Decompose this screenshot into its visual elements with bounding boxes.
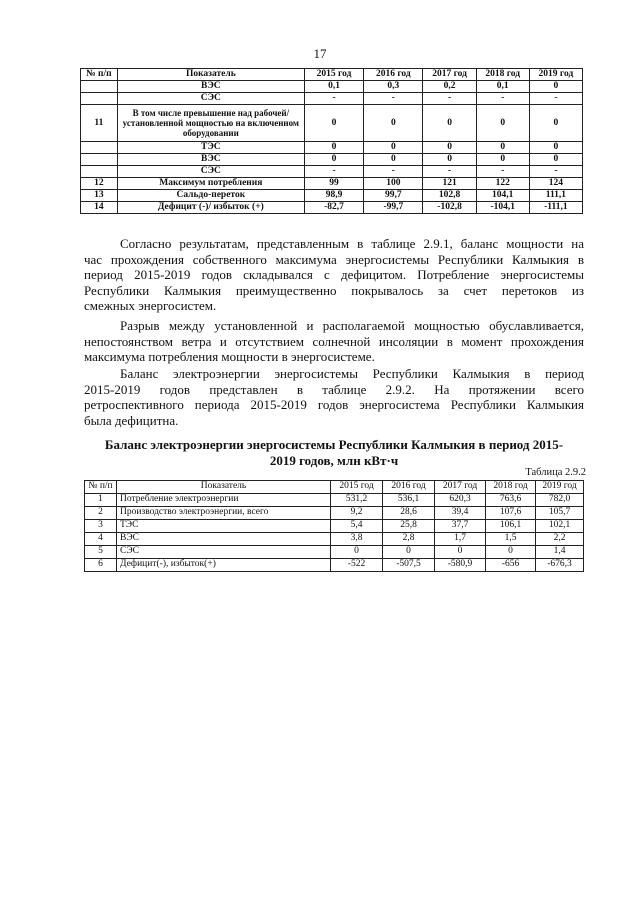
value-cell: -580,9: [435, 559, 486, 572]
row-number: 6: [85, 559, 117, 572]
table-header-row: [81, 69, 583, 81]
value-cell: 121: [423, 178, 476, 190]
value-cell: 0: [331, 546, 383, 559]
page-number: 17: [313, 46, 327, 61]
header-cell: № п/п: [85, 481, 117, 494]
value-cell: 0: [476, 142, 529, 154]
header-cell: 2017 год: [435, 481, 486, 494]
value-cell: 25,8: [383, 520, 435, 533]
value-cell: 782,0: [536, 494, 584, 507]
table-title-line: 2019 годов, млн кВт·ч: [269, 452, 399, 468]
value-cell: 37,7: [435, 520, 486, 533]
value-cell: 0: [529, 142, 582, 154]
header-cell: Показатель: [117, 69, 304, 81]
indicator-name: Максимум потребления: [117, 178, 304, 190]
table-label: Таблица 2.9.2: [525, 467, 586, 478]
indicator-name: В том числе превышение над рабочей/установленной мощностью на включенном оборудовании: [117, 105, 304, 142]
value-cell: 98,9: [304, 190, 363, 202]
header-cell: 2019 год: [536, 481, 584, 494]
row-number: 2: [85, 507, 117, 520]
value-cell: 3,8: [331, 533, 383, 546]
value-cell: -111,1: [529, 202, 582, 214]
paragraph-energy-balance: [84, 366, 584, 428]
header-cell: 2015 год: [331, 481, 383, 494]
table-title-line: Баланс электроэнергии энергосистемы Республики Калмыкия в период 2015-: [104, 437, 564, 452]
value-cell: 0,1: [476, 81, 529, 93]
power-balance-table: [80, 68, 583, 214]
table-row: [85, 546, 584, 559]
header-cell: 2018 год: [476, 69, 529, 81]
value-cell: 1,7: [435, 533, 486, 546]
table-row: [81, 93, 583, 105]
row-number: 11: [81, 105, 118, 142]
indicator-name: Производство электроэнергии, всего: [117, 507, 331, 520]
value-cell: -: [364, 93, 423, 105]
value-cell: 763,6: [486, 494, 536, 507]
row-number: 4: [85, 533, 117, 546]
row-number: 12: [81, 178, 118, 190]
table-row: [81, 81, 583, 93]
table-row: [81, 178, 583, 190]
value-cell: 0: [529, 105, 582, 142]
paragraph-line: 2015-2019 годов представлен в таблице 2.9.2. На протяжении всего: [84, 381, 584, 397]
value-cell: -: [529, 166, 582, 178]
value-cell: -: [364, 166, 423, 178]
energy-balance-table: [84, 480, 584, 572]
table-row: [81, 166, 583, 178]
header-cell: Показатель: [117, 481, 331, 494]
indicator-name: Потребление электроэнергии: [117, 494, 331, 507]
value-cell: -: [476, 166, 529, 178]
paragraph-capacity-gap: [84, 318, 584, 365]
paragraph-line: Республики Калмыкия преимущественно покрывалось за счет перетоков из: [84, 282, 584, 298]
row-number: 14: [81, 202, 118, 214]
value-cell: -507,5: [383, 559, 435, 572]
value-cell: 5,4: [331, 520, 383, 533]
indicator-name: Сальдо-переток: [117, 190, 304, 202]
value-cell: 620,3: [435, 494, 486, 507]
value-cell: 1,4: [536, 546, 584, 559]
value-cell: -102,8: [423, 202, 476, 214]
value-cell: 0: [423, 142, 476, 154]
indicator-name: ВЭС: [117, 81, 304, 93]
value-cell: 100: [364, 178, 423, 190]
value-cell: -82,7: [304, 202, 363, 214]
value-cell: 28,6: [383, 507, 435, 520]
indicator-name: Дефицит(-), избыток(+): [117, 559, 331, 572]
value-cell: 107,6: [486, 507, 536, 520]
row-number: [81, 142, 118, 154]
row-number: [81, 93, 118, 105]
paragraph-line: непостоянством ветра и отсутствием солнечной инсоляции в момент прохождения: [84, 333, 584, 349]
value-cell: 111,1: [529, 190, 582, 202]
table-row: [85, 520, 584, 533]
value-cell: 0: [476, 105, 529, 142]
header-cell: 2018 год: [486, 481, 536, 494]
value-cell: 0: [529, 81, 582, 93]
paragraph-line: Баланс электроэнергии энергосистемы Республики Калмыкия в период: [120, 366, 584, 381]
paragraph-line: ретроспективного периода 2015-2019 годов энергосистема Республики Калмыкия: [84, 397, 584, 412]
value-cell: -676,3: [536, 559, 584, 572]
value-cell: 0: [423, 105, 476, 142]
header-cell: 2016 год: [383, 481, 435, 494]
indicator-name: ТЭС: [117, 142, 304, 154]
value-cell: 0: [529, 154, 582, 166]
table-row: [85, 494, 584, 507]
value-cell: 0: [435, 546, 486, 559]
indicator-name: СЭС: [117, 546, 331, 559]
value-cell: 0,1: [304, 81, 363, 93]
value-cell: -: [423, 166, 476, 178]
value-cell: 124: [529, 178, 582, 190]
paragraph-line: период 2015-2019 годов складывался с дефицитом. Потребление энергосистемы: [84, 267, 584, 282]
value-cell: 122: [476, 178, 529, 190]
row-number: 3: [85, 520, 117, 533]
value-cell: 531,2: [331, 494, 383, 507]
value-cell: 0: [486, 546, 536, 559]
paragraph-line: максимума потребления мощности в энергосистеме.: [84, 349, 375, 364]
row-number: [81, 154, 118, 166]
value-cell: -: [423, 93, 476, 105]
value-cell: 9,2: [331, 507, 383, 520]
table-row: [81, 142, 583, 154]
value-cell: 0: [364, 154, 423, 166]
value-cell: 102,1: [536, 520, 584, 533]
paragraph-line: час прохождения собственного максимума энергосистемы Республики Калмыкия в: [84, 251, 584, 267]
table-title: [84, 437, 584, 468]
value-cell: 105,7: [536, 507, 584, 520]
value-cell: 2,2: [536, 533, 584, 546]
value-cell: 102,8: [423, 190, 476, 202]
table-row: [85, 559, 584, 572]
value-cell: -: [529, 93, 582, 105]
value-cell: 0: [476, 154, 529, 166]
value-cell: -522: [331, 559, 383, 572]
indicator-name: СЭС: [117, 166, 304, 178]
row-number: 1: [85, 494, 117, 507]
row-number: [81, 81, 118, 93]
table-row: [81, 202, 583, 214]
value-cell: 0: [364, 105, 423, 142]
header-cell: 2016 год: [364, 69, 423, 81]
table-row: [85, 507, 584, 520]
value-cell: 0: [304, 142, 363, 154]
value-cell: 0: [304, 154, 363, 166]
value-cell: 0,3: [364, 81, 423, 93]
value-cell: 2,8: [383, 533, 435, 546]
value-cell: 99,7: [364, 190, 423, 202]
indicator-name: Дефицит (-)/ избыток (+): [117, 202, 304, 214]
paragraph-power-deficit: [84, 236, 584, 314]
table-row: [85, 533, 584, 546]
value-cell: -656: [486, 559, 536, 572]
header-cell: 2017 год: [423, 69, 476, 81]
table-header-row: [85, 481, 584, 494]
paragraph-line: была дефицитна.: [84, 412, 179, 428]
value-cell: 99: [304, 178, 363, 190]
value-cell: 0: [383, 546, 435, 559]
value-cell: 0,2: [423, 81, 476, 93]
value-cell: 536,1: [383, 494, 435, 507]
value-cell: 106,1: [486, 520, 536, 533]
value-cell: -99,7: [364, 202, 423, 214]
indicator-name: ТЭС: [117, 520, 331, 533]
value-cell: 0: [304, 105, 363, 142]
value-cell: 39,4: [435, 507, 486, 520]
table-row: [81, 105, 583, 142]
value-cell: 0: [364, 142, 423, 154]
value-cell: -: [304, 166, 363, 178]
table-row: [81, 190, 583, 202]
row-number: [81, 166, 118, 178]
table-row: [81, 154, 583, 166]
header-cell: 2015 год: [304, 69, 363, 81]
value-cell: 1,5: [486, 533, 536, 546]
indicator-name: СЭС: [117, 93, 304, 105]
paragraph-line: смежных энергосистем.: [84, 298, 217, 313]
value-cell: -: [304, 93, 363, 105]
row-number: 13: [81, 190, 118, 202]
paragraph-line: Согласно результатам, представленным в таблице 2.9.1, баланс мощности на: [120, 236, 584, 251]
value-cell: -: [476, 93, 529, 105]
value-cell: 0: [423, 154, 476, 166]
indicator-name: ВЭС: [117, 154, 304, 166]
indicator-name: ВЭС: [117, 533, 331, 546]
header-cell: № п/п: [81, 69, 118, 81]
header-cell: 2019 год: [529, 69, 582, 81]
value-cell: 104,1: [476, 190, 529, 202]
value-cell: -104,1: [476, 202, 529, 214]
row-number: 5: [85, 546, 117, 559]
paragraph-line: Разрыв между установленной и располагаемой мощностью обуславливается,: [120, 318, 584, 333]
